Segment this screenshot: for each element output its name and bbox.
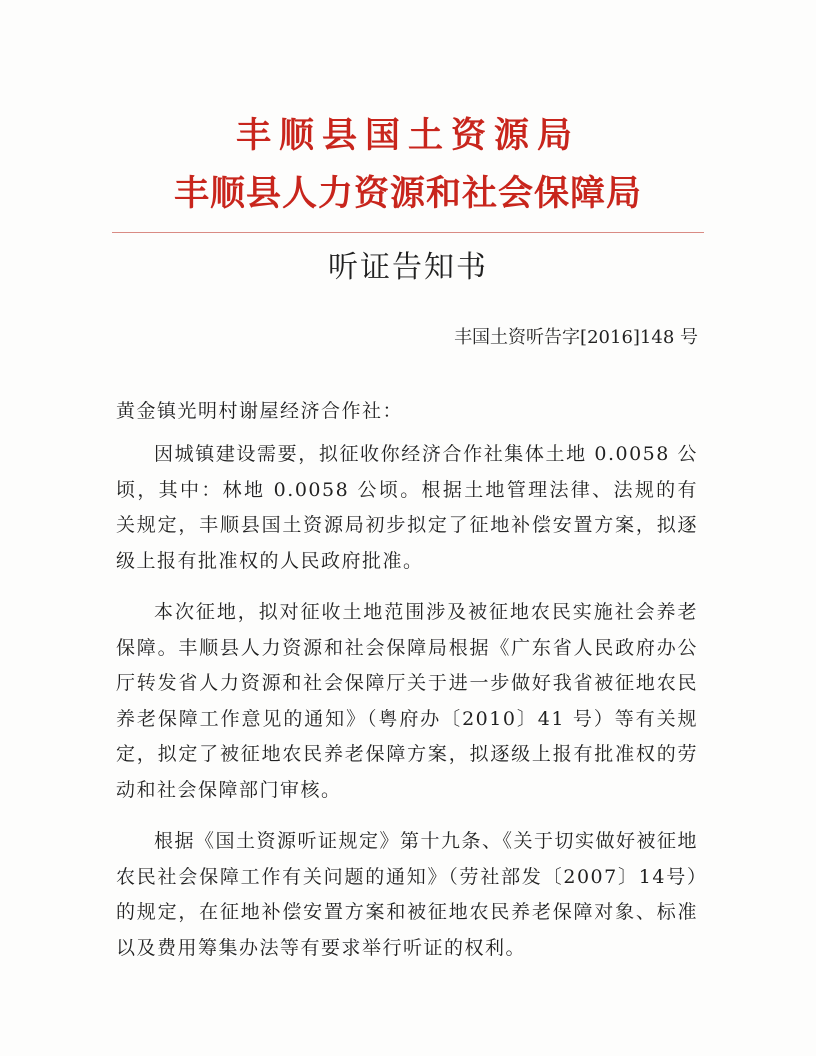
issuing-org-hr-bureau: 丰顺县人力资源和社会保障局 [173,173,642,214]
paragraph: 本次征地，拟对征收土地范围涉及被征地农民实施社会养老保障。丰顺县人力资源和社会保障局根据《广东省人民政府办公厅转发省人力资源和社会保障厅关于进一步做好我省被征地农民养老保障工作意见的通知》（粤府办〔2010〕41 号）等有关规定，拟定了被征地农民养老保障方案，拟逐级上报有批准权的劳动和社会保障部门审核。 [116,601,698,801]
document-title: 听证告知书 [328,250,488,285]
header-divider [112,232,704,233]
paragraph: 因城镇建设需要，拟征收你经济合作社集体土地 0.0058 公顷，其中：林地 0.0058 公顷。根据土地管理法律、法规的有关规定，丰顺县国土资源局初步拟定了征地补偿安置方案，拟逐级上报有批准权的人民政府批准。 [116,443,698,572]
paragraph: 根据《国土资源听证规定》第十九条、《关于切实做好被征地农民社会保障工作有关问题的通知》（劳社部发〔2007〕14号）的规定，在征地补偿安置方案和被征地农民养老保障对象、标准以及费用筹集办法等有要求举行听证的权利。 [116,830,699,959]
salutation: 黄金镇光明村谢屋经济合作社： [116,400,404,422]
document-body [116,437,698,982]
document-number: 丰国土资听告字[2016]148 号 [454,327,698,348]
issuing-org-land-bureau: 丰顺县国土资源局 [235,115,580,156]
